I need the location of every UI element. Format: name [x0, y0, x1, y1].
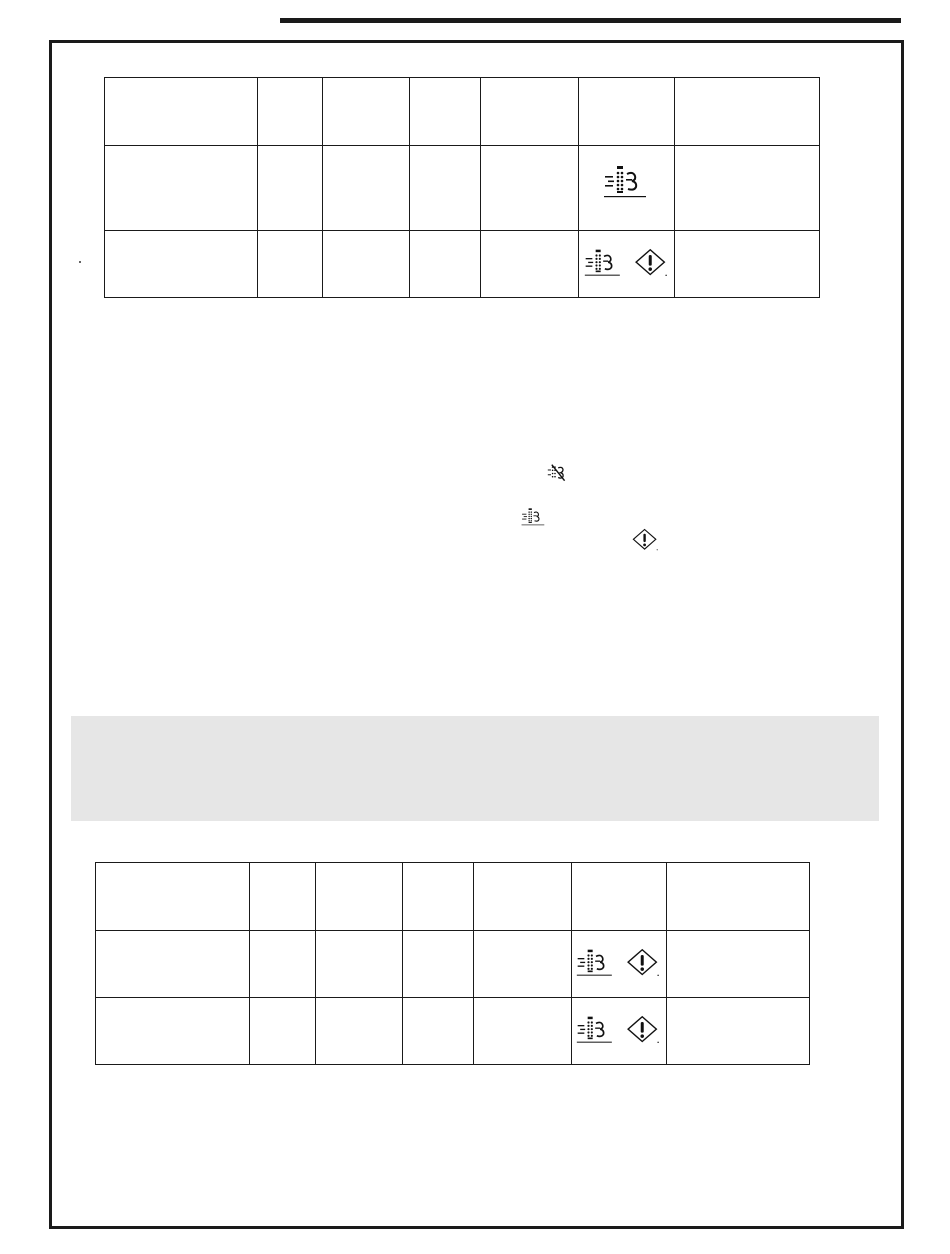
water-filter-icon — [576, 1015, 616, 1045]
table-cell — [675, 146, 820, 231]
lower-table — [95, 862, 810, 1065]
header-cell — [410, 78, 481, 146]
header-cell — [258, 78, 323, 146]
table-cell — [323, 231, 410, 298]
table-cell — [258, 146, 323, 231]
table-cell — [481, 231, 579, 298]
header-rule — [280, 18, 901, 23]
table-cell — [96, 931, 250, 998]
water-filter-icon — [521, 507, 547, 527]
table-cell — [250, 931, 316, 998]
header-cell — [572, 863, 667, 931]
water-filter-icon — [576, 948, 616, 978]
table-cell — [250, 998, 316, 1065]
table-cell — [410, 231, 481, 298]
table-cell — [96, 998, 250, 1065]
header-cell — [481, 78, 579, 146]
header-cell — [96, 863, 250, 931]
water-filter-icon — [603, 165, 651, 199]
table-cell — [474, 931, 572, 998]
header-cell — [675, 78, 820, 146]
table-header-row — [96, 863, 810, 931]
table-cell — [667, 931, 810, 998]
header-cell — [250, 863, 316, 931]
header-cell — [579, 78, 675, 146]
shaded-note-band — [71, 716, 879, 821]
symbol-cell — [572, 998, 667, 1065]
table-row — [96, 998, 810, 1065]
table-cell — [410, 146, 481, 231]
table-cell — [105, 146, 258, 231]
header-cell — [667, 863, 810, 931]
table-cell — [675, 231, 820, 298]
warning-diamond-icon — [626, 1015, 662, 1045]
header-cell — [403, 863, 474, 931]
symbol-cell — [572, 931, 667, 998]
table-cell — [403, 931, 474, 998]
warning-diamond-icon — [634, 248, 670, 278]
table-header-row — [105, 78, 820, 146]
header-cell — [474, 863, 572, 931]
table-cell — [105, 231, 258, 298]
table-cell — [667, 998, 810, 1065]
table-cell — [316, 998, 403, 1065]
upper-table — [104, 77, 820, 298]
table-cell — [323, 146, 410, 231]
table-row — [105, 146, 820, 231]
header-cell — [323, 78, 410, 146]
table-cell — [316, 931, 403, 998]
table-cell — [481, 146, 579, 231]
header-cell — [316, 863, 403, 931]
water-filter-crossed-icon — [547, 463, 571, 484]
table-row — [105, 231, 820, 298]
table-cell — [474, 998, 572, 1065]
warning-diamond-icon — [626, 948, 662, 978]
table-cell — [258, 231, 323, 298]
table-row — [96, 931, 810, 998]
symbol-cell — [579, 231, 675, 298]
symbol-cell — [579, 146, 675, 231]
margin-dot — [79, 261, 81, 263]
warning-diamond-icon — [632, 528, 660, 552]
header-cell — [105, 78, 258, 146]
water-filter-icon — [584, 248, 624, 278]
table-cell — [403, 998, 474, 1065]
